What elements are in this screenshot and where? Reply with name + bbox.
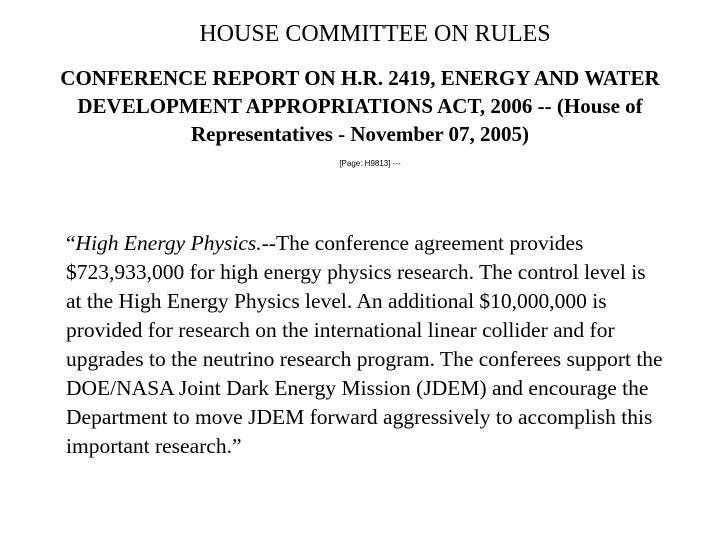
open-quote-mark: “ [66, 231, 76, 255]
report-subtitle: CONFERENCE REPORT ON H.R. 2419, ENERGY AND WATER DEVELOPMENT APPROPRIATIONS ACT, 2006 -- (House of Representatives - November 07, 2005) [60, 66, 660, 146]
page-reference: [Page: H9813] --- [339, 159, 401, 168]
page-title: HOUSE COMMITTEE ON RULES [199, 21, 551, 47]
quote-body: --The conference agreement provides $723,933,000 for high energy physics research. The control level is at the High Energy Physics level. An additional $10,000,000 is provided for research on the international linear collider and for upgrades to the neutrino research program. The conferees support the DOE/NASA Joint Dark Energy Mission (JDEM) and encourage the Department to move JDEM forward aggressively to accomplish this important research. [66, 231, 663, 458]
quoted-paragraph [66, 229, 666, 461]
quote-heading: High Energy Physics. [75, 231, 262, 255]
close-quote-mark: ” [231, 434, 242, 458]
